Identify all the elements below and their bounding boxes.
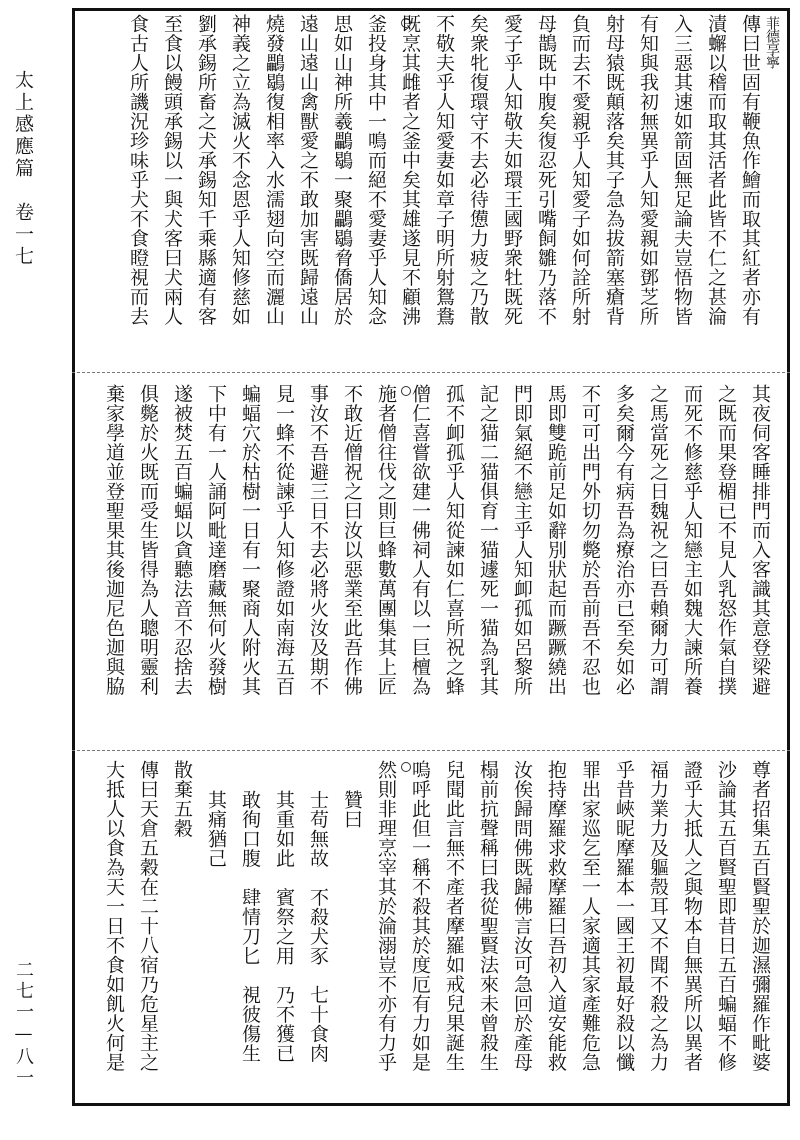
text-column: 神義之立為滅火不念恩乎人知修慈如 — [229, 14, 251, 326]
text-column: 不可可出門外切勿斃於吾前吾不忍也 — [579, 384, 601, 696]
text-column: 士苟無故 不殺犬豕 七十食肉 — [307, 790, 329, 1063]
text-column: 食古人所譏況珍味乎犬不食瞪視而去 — [127, 14, 149, 326]
text-column: 其重如此 賓祭之用 乃不獲已 — [273, 790, 295, 1063]
text-column: 傳曰世固有鞭魚作鱠而取其紅者亦有 — [739, 14, 761, 326]
text-column: 入三惡其速如箭固無足論夫豈悟物皆 — [671, 14, 693, 326]
text-column: 證乎大抵人之與物本自無異所以異者 — [681, 760, 703, 1072]
text-column: 遠山遠山禽獸愛之不敢加害既歸遠山 — [297, 14, 319, 326]
text-column: 榻前抗聲稱曰我從聖賢法來未曾殺生 — [477, 760, 499, 1072]
text-column: 門即氣絕不戀主乎人知卹孤如呂黎所 — [511, 384, 533, 696]
text-column: 沙論其五百賢聖即昔日五百蝙蝠不修 — [715, 760, 737, 1072]
text-column: 記之猫二猫俱育一猫遽死一猫為乳其 — [477, 384, 499, 696]
text-column: 母鵲既中腹矣復忍死引嘴飼雛乃落不 — [535, 14, 557, 326]
text-column: 孤不卹孤乎人知從諫如仁喜所祝之蜂 — [443, 384, 465, 696]
text-column: 其夜伺客睡排門而入客識其意登梁避 — [749, 384, 771, 696]
text-column: 然則非理烹宰其於淪溺豈不亦有力乎 — [375, 760, 397, 1072]
text-column: 俱斃於火既而受生皆得為人聰明靈利 — [137, 384, 159, 696]
volume-title: 太上感應篇 卷一七 — [12, 70, 34, 268]
panel-divider — [72, 750, 790, 751]
text-column: 漬蠏以稽而取其活者此皆不仁之甚淪 — [705, 14, 727, 326]
text-column: 而死不修慈乎人知戀主如魏大諫所養 — [681, 384, 703, 696]
text-column: 菲德享寧 — [764, 16, 780, 68]
text-column: 見一蜂不從諫乎人知修證如南海五百 — [273, 384, 295, 696]
text-column: 大抵人以食為天一日不食如飢火何是 — [103, 760, 125, 1072]
text-column: 不敢近僧祝之曰汝以惡業至此吾作佛 — [341, 384, 363, 696]
text-column: 劉承錫所畜之犬承錫知千乘縣適有客 — [195, 14, 217, 326]
text-column: 乎昔峽昵摩羅本一國王初最好殺以懺 — [613, 760, 635, 1072]
text-column: 嗚呼此但一稱不殺其於度厄有力如是 — [409, 760, 431, 1072]
text-panel-middle — [78, 384, 786, 742]
text-column: 射母猿既顛落矣其子急為拔箭塞瘡背 — [603, 14, 625, 326]
section-heading: 散棄五穀 — [171, 760, 193, 838]
text-column: 棄家學道並登聖果其後迦尼色迦與脇 — [103, 384, 125, 696]
page-number: 二七一—八一 — [13, 960, 34, 1089]
text-column: 有知與我初無異乎人知愛親如鄧芝所 — [637, 14, 659, 326]
text-column: 之馬當死之日魏祝之曰吾賴爾力可謂 — [647, 384, 669, 696]
text-column: 馬即雙跪前足如辭別狀起而蹶蹶繞出 — [545, 384, 567, 696]
text-column: 尊者招集五百賢聖於迦濕彌羅作毗婆 — [749, 760, 771, 1072]
text-panel-top — [78, 14, 786, 366]
panel-divider — [72, 372, 790, 373]
text-column: 其痛猶己 — [205, 790, 227, 868]
text-column: 遂被焚五百蝙蝠以貪聽法音不忍捨去 — [171, 384, 193, 696]
text-column: 抱持摩羅求救摩羅曰吾初入道安能救 — [545, 760, 567, 1072]
text-column: 多矣爾今有病吾為療治亦已至矣如必 — [613, 384, 635, 696]
text-column: 至食以饅頭承錫以一與犬客曰犬兩人 — [161, 14, 183, 326]
text-column: 釜投身其中一鳴而絕不愛妻乎人知念 — [365, 14, 387, 326]
text-column: 敢徇口腹 肆情刀匕 視彼傷生 — [239, 790, 261, 1063]
text-column: 事汝不吾避三日不去必將火汝及期不 — [307, 384, 329, 696]
text-column: 蝙蝠穴於枯樹一日有一聚商人附火其 — [239, 384, 261, 696]
text-column: 負而去不愛親乎人知愛子如何詮所射 — [569, 14, 591, 326]
text-column: 之既而果登楣已不見人乳怒作氣自撲 — [715, 384, 737, 696]
text-column: 罪出家巡乞至一人家適其家產難危急 — [579, 760, 601, 1072]
text-column: 僧仁喜嘗欲建一佛祠人有以一巨檀為 — [409, 384, 431, 696]
text-column: 愛子乎人知敬夫如環王國野衆牡既死 — [501, 14, 523, 326]
text-column: 汝俟歸問佛既歸佛言汝可急回於產母 — [511, 760, 533, 1072]
text-column: 傳曰天倉五穀在二十八宿乃危星主之 — [137, 760, 159, 1072]
text-column: 兒聞此言無不產者摩羅如戒兒果誕生 — [443, 760, 465, 1072]
text-panel-bottom — [78, 760, 786, 1098]
text-column: 矣衆牝復環守不去必待憊力疲之乃散 — [467, 14, 489, 326]
text-column: 施者僧往伐之則巨蜂數萬團集其上匠 — [375, 384, 397, 696]
text-column: 贊曰 — [341, 790, 363, 829]
text-column: 福力業力及軀殼耳又不聞不殺之為力 — [647, 760, 669, 1072]
text-column: 下中有一人誦阿毗達磨藏無何火發樹 — [205, 384, 227, 696]
text-column: 既烹其雌者之釜中矣其雄遂見不顧沸 — [399, 14, 421, 326]
text-column: 燒發鸓鶡復相率入水濡翅向空而灑山 — [263, 14, 285, 326]
text-column: 思如山神所羲鸓鶡一聚鸓鶡脅僑居於 — [331, 14, 353, 326]
text-column: 不敬夫乎人知愛妻如章子明所射鴛鴦 — [433, 14, 455, 326]
